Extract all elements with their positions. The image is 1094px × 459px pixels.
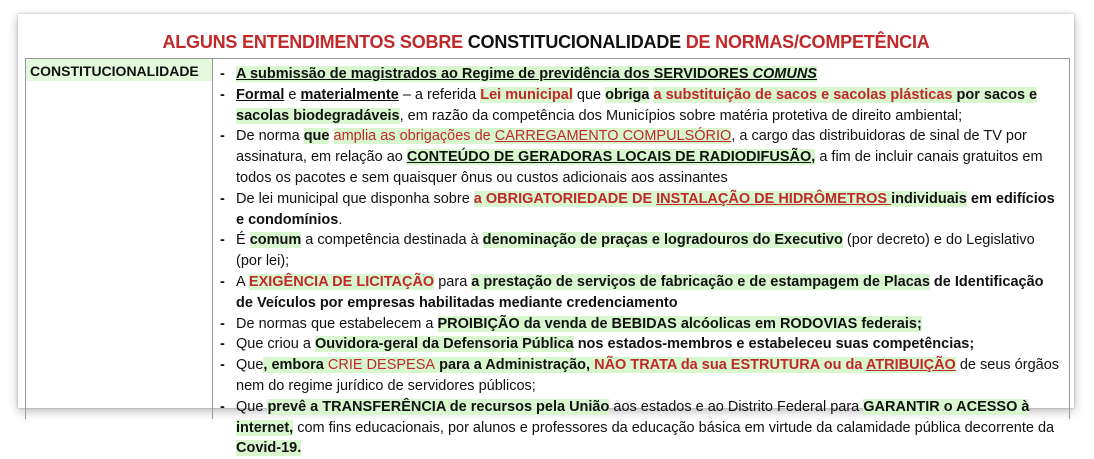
item-text: prevê a TRANSFERÊNCIA de recursos pela União: [267, 398, 610, 415]
list-item: [213, 230, 1068, 272]
item-text: – a referida: [398, 86, 481, 103]
list-item: [213, 314, 1068, 335]
item-text: NÃO TRATA: [594, 357, 677, 374]
list-item: [213, 64, 1068, 85]
bullet-dash: -: [220, 232, 225, 249]
item-text: , em razão da competência dos Municípios sobre matéria protetiva de direito ambiental;: [399, 107, 963, 124]
item-text: materialmente: [300, 86, 399, 103]
item-text: ESTRUTURA: [730, 357, 820, 374]
bullet-dash: -: [220, 398, 225, 415]
item-text: GARANTIR o ACESSO à internet,: [236, 398, 1030, 436]
list-item: [213, 334, 1068, 355]
bullet-dash: -: [220, 86, 225, 103]
item-text: a OBRIGATORIEDADE DE: [473, 190, 657, 207]
item-text: para a Administração,: [435, 357, 595, 374]
item-text: nos estados-membros e estabeleceu suas competências;: [573, 336, 975, 353]
item-text: ATRIBUIÇÃO: [865, 357, 956, 374]
title-part-1: ALGUNS ENTENDIMENTOS SOBRE: [162, 32, 468, 52]
item-text: comum: [249, 232, 302, 249]
item-text: a substituição de sacos e sacolas plásticas: [653, 86, 953, 103]
item-text: , a cargo das distribuidoras de sinal de TV por assinatura, em relação ao: [236, 128, 1027, 166]
bullet-dash: -: [220, 357, 225, 374]
bullet-dash: -: [220, 336, 225, 353]
item-text: de Identificação de Veículos por empresas habilitadas mediante credenciamento: [236, 273, 1044, 311]
item-text: amplia as obrigações de: [333, 128, 495, 145]
item-text: a prestação de serviços de fabricação e de estampagem de Placas: [471, 273, 930, 290]
item-text: PROIBIÇÃO da venda de BEBIDAS alcóolicas em RODOVIAS federais;: [437, 315, 922, 332]
page-title: [18, 32, 1074, 53]
item-text: INSTALAÇÃO DE HIDRÔMETROS: [656, 190, 892, 207]
item-text: que: [572, 86, 606, 103]
item-text: a fim de incluir canais gratuitos em todos os pacotes e sem quaisquer ônus ou custos adicionais aos assinantes: [236, 149, 1043, 186]
item-text: obriga: [605, 86, 650, 103]
list-item: [213, 85, 1068, 127]
item-text: É: [236, 232, 250, 249]
item-text: Lei municipal: [480, 86, 573, 103]
item-text: em edifícios e condomínios: [236, 190, 1055, 228]
item-text: por sacos e sacolas biodegradáveis: [236, 86, 1038, 124]
item-text: ou da: [819, 357, 866, 374]
item-text: da sua: [676, 357, 731, 374]
item-text: Ouvidora-geral da Defensoria Pública: [315, 336, 574, 353]
item-text: Covid-19.: [236, 440, 302, 457]
item-text: COMUNS: [752, 66, 817, 82]
item-text: .: [338, 211, 343, 228]
item-text: De lei municipal que disponha sobre: [236, 190, 474, 207]
list-item: [213, 126, 1068, 188]
list-item: [213, 397, 1068, 459]
bullet-dash: -: [220, 190, 225, 207]
item-text: CARREGAMENTO COMPULSÓRIO: [494, 128, 732, 145]
item-text: e: [284, 86, 301, 103]
item-text: Que: [236, 398, 268, 415]
table-frame: [25, 58, 1070, 457]
item-text: para: [434, 273, 472, 290]
entries-list: [213, 59, 1068, 459]
title-part-3: DE NORMAS/COMPETÊNCIA: [680, 32, 930, 52]
bullet-dash: -: [220, 128, 225, 145]
item-text: Que: [236, 357, 264, 374]
item-text: Formal: [236, 86, 285, 103]
list-item: [213, 355, 1068, 397]
item-text: CONTEÚDO DE GERADORAS LOCAIS DE RADIODIFUSÃO,: [406, 149, 816, 166]
item-text: De normas que estabelecem a: [236, 315, 438, 332]
title-part-2: CONSTITUCIONALIDADE: [467, 32, 681, 52]
row-label: CONSTITUCIONALIDADE: [26, 59, 212, 81]
bullet-dash: -: [220, 273, 225, 290]
item-text: aos estados e ao Distrito Federal para: [609, 398, 864, 415]
bullet-dash: -: [220, 66, 225, 82]
item-text: , embora: [263, 357, 328, 374]
item-text: denominação de praças e logradouros do Executivo: [482, 232, 843, 249]
list-item: [213, 189, 1068, 231]
item-text: com fins educacionais, por alunos e professores da educação básica em virtude da calamidade pública decorrente da: [293, 419, 1055, 436]
item-text: A: [236, 273, 249, 290]
item-text: Que criou a: [236, 336, 315, 353]
item-text: De norma: [236, 128, 304, 145]
item-text: de seus órgãos nem do regime jurídico de servidores públicos;: [236, 357, 1060, 394]
item-text: [329, 128, 333, 144]
list-item: [213, 272, 1068, 314]
item-text: A submissão de magistrados ao Regime de previdência dos SERVIDORES: [236, 66, 753, 82]
item-text: (por decreto) e do Legislativo (por lei);: [236, 232, 1035, 270]
item-text: individuais: [891, 190, 967, 207]
item-text: EXIGÊNCIA DE LICITAÇÃO: [248, 273, 435, 290]
item-text: que: [303, 128, 330, 145]
item-text: CRIE DESPESA: [327, 357, 436, 374]
item-text: a competência destinada à: [301, 232, 483, 249]
document-sheet: [18, 14, 1074, 457]
bullet-dash: -: [220, 315, 225, 332]
